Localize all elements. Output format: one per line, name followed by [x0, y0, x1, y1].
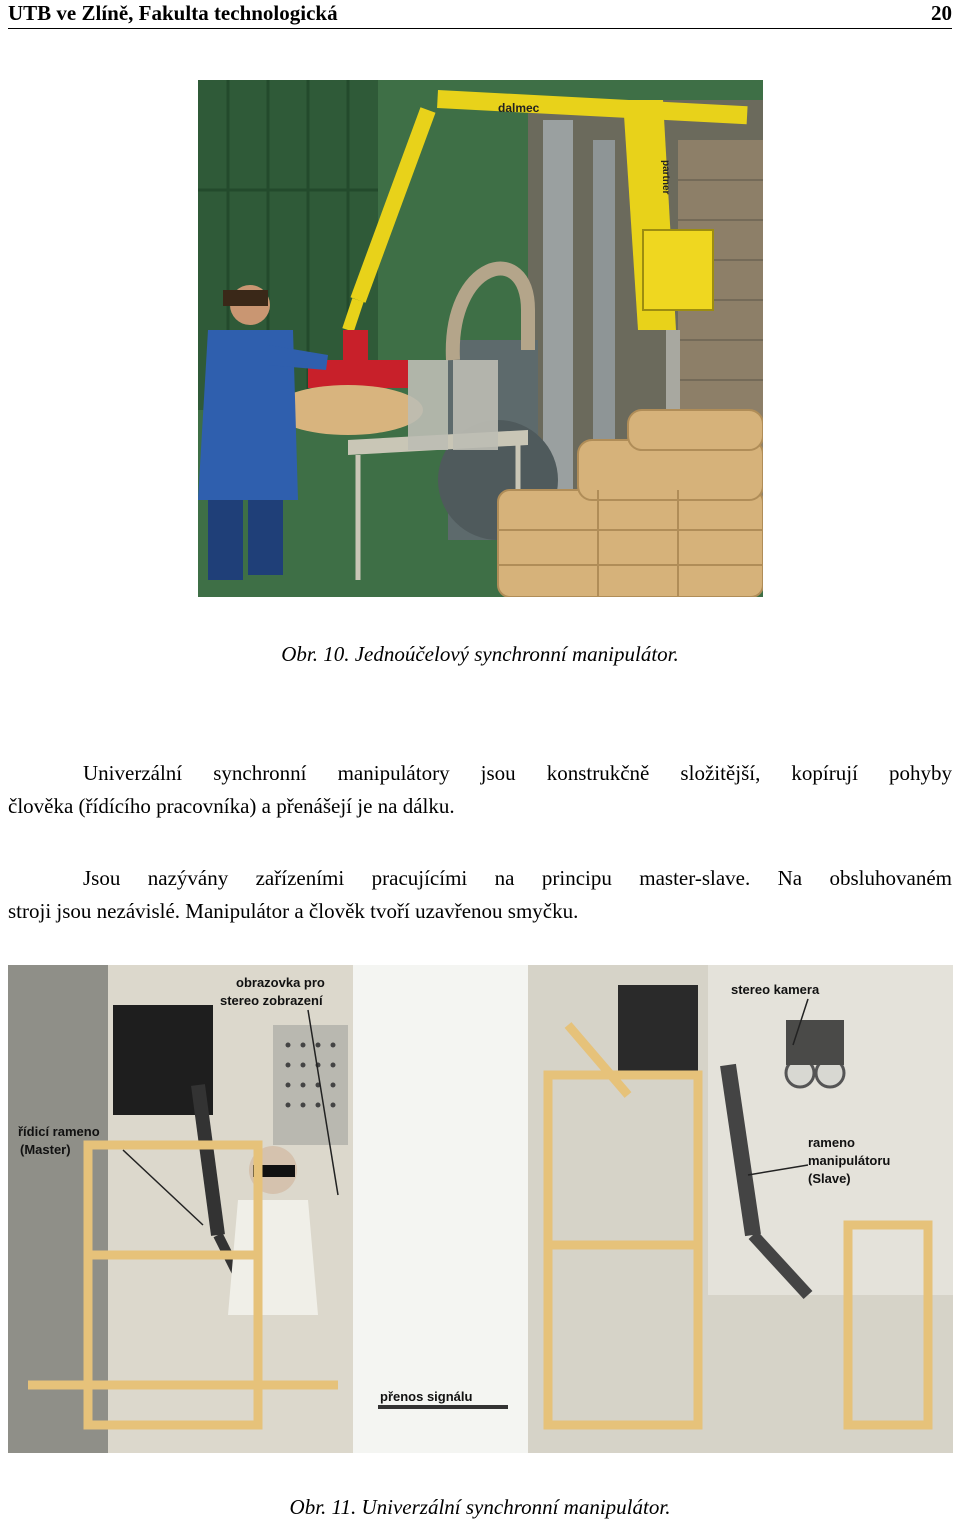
- paragraph-2-line-2: stroji jsou nezávislé. Manipulátor a člověk tvoří uzavřenou smyčku.: [8, 899, 579, 923]
- figure-2-photo: [8, 965, 953, 1453]
- paragraph-1-line-1: Univerzální synchronní manipulátory jsou konstrukčně složitější, kopírují pohyby: [83, 761, 952, 785]
- figure-1-illustration: [198, 80, 763, 597]
- column-brand-text: partner: [660, 160, 671, 195]
- figure-2-illustration: [8, 965, 953, 1453]
- page-header: [8, 0, 952, 29]
- paragraph-2: [8, 862, 952, 928]
- label-screen-line-2: stereo zobrazení: [220, 993, 323, 1008]
- figure-1-photo: [198, 80, 763, 597]
- paragraph-1-line-2: člověka (řídícího pracovníka) a přenášejí je na dálku.: [8, 794, 455, 818]
- arm-brand-text: dalmec: [498, 101, 540, 115]
- paragraph-1: [8, 757, 952, 823]
- label-slave-line-3: (Slave): [808, 1171, 851, 1186]
- figure-2-caption: Obr. 11. Univerzální synchronní manipulátor.: [289, 1495, 671, 1519]
- label-slave-line-2: manipulátoru: [808, 1153, 891, 1168]
- label-camera: stereo kamera: [731, 982, 820, 997]
- paragraph-2-line-1: Jsou nazývány zařízeními pracujícími na principu master-slave. Na obsluhovaném: [83, 866, 952, 890]
- label-master-line-2: (Master): [20, 1142, 71, 1157]
- header-title: UTB ve Zlíně, Fakulta technologická: [8, 1, 338, 25]
- label-slave-line-1: rameno: [808, 1135, 855, 1150]
- label-master-line-1: řídicí rameno: [18, 1124, 100, 1139]
- page-number: 20: [931, 1, 952, 25]
- figure-1-caption: Obr. 10. Jednoúčelový synchronní manipulátor.: [281, 642, 679, 666]
- label-screen-line-1: obrazovka pro: [236, 975, 325, 990]
- label-signal: přenos signálu: [380, 1389, 473, 1404]
